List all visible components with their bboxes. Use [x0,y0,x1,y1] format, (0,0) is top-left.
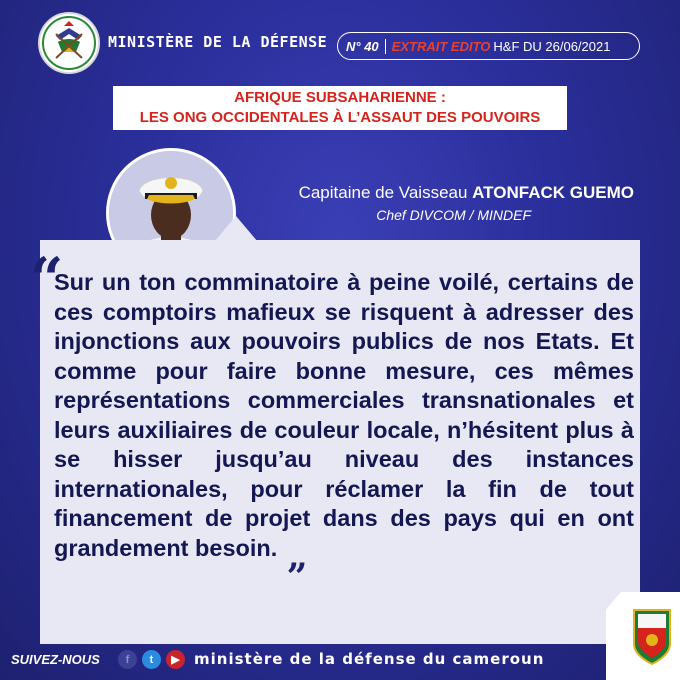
youtube-icon[interactable]: ▶ [166,650,185,669]
header [0,0,680,86]
headline-line-1: AFRIQUE SUBSAHARIENNE : [234,89,446,106]
author-role: Chef DIVCOM / MINDEF [376,207,531,223]
author-rank: Capitaine de Vaisseau [298,183,468,202]
ministry-emblem-icon [38,12,100,74]
issue-source: H&F DU 26/06/2021 [493,38,611,54]
quote-text [54,268,634,577]
author-name [299,183,634,203]
quote-card-notch [214,216,258,242]
footer [0,640,680,680]
quote-body: Sur un ton comminatoire à peine voilé, certains de ces comptoirs mafieux se risquent à adresser des injonctions aux pouvoirs publics de nos Etats. Et comme pour faire bonne mesure, ces mêmes représentations commerciales transnationales et leurs auxiliaires de couleur locale, n’hésitent plus à se hisser jusqu’au niveau des instances internationales, pour réclamer la fin de tout financement de projet dans des pays qui en ont grandement besoin. [54,269,634,561]
facebook-icon[interactable]: f [118,650,137,669]
author-surname: ATONFACK GUEMO [472,183,634,202]
issue-number: N° 40 [346,39,386,54]
open-quote-mark: “ [30,245,64,313]
issue-tag: EXTRAIT EDITO [391,38,491,54]
follow-label: SUIVEZ-NOUS [11,652,100,667]
close-quote-mark: „ [287,534,309,577]
issue-box [337,32,640,60]
footer-site-text: ministère de la défense du cameroun [194,650,545,668]
twitter-icon[interactable]: t [142,650,161,669]
headline-banner [113,86,567,130]
headline-line-2: LES ONG OCCIDENTALES À L’ASSAUT DES POUVOIRS [139,109,541,126]
ministry-title: MINISTÈRE DE LA DÉFENSE [108,33,328,51]
